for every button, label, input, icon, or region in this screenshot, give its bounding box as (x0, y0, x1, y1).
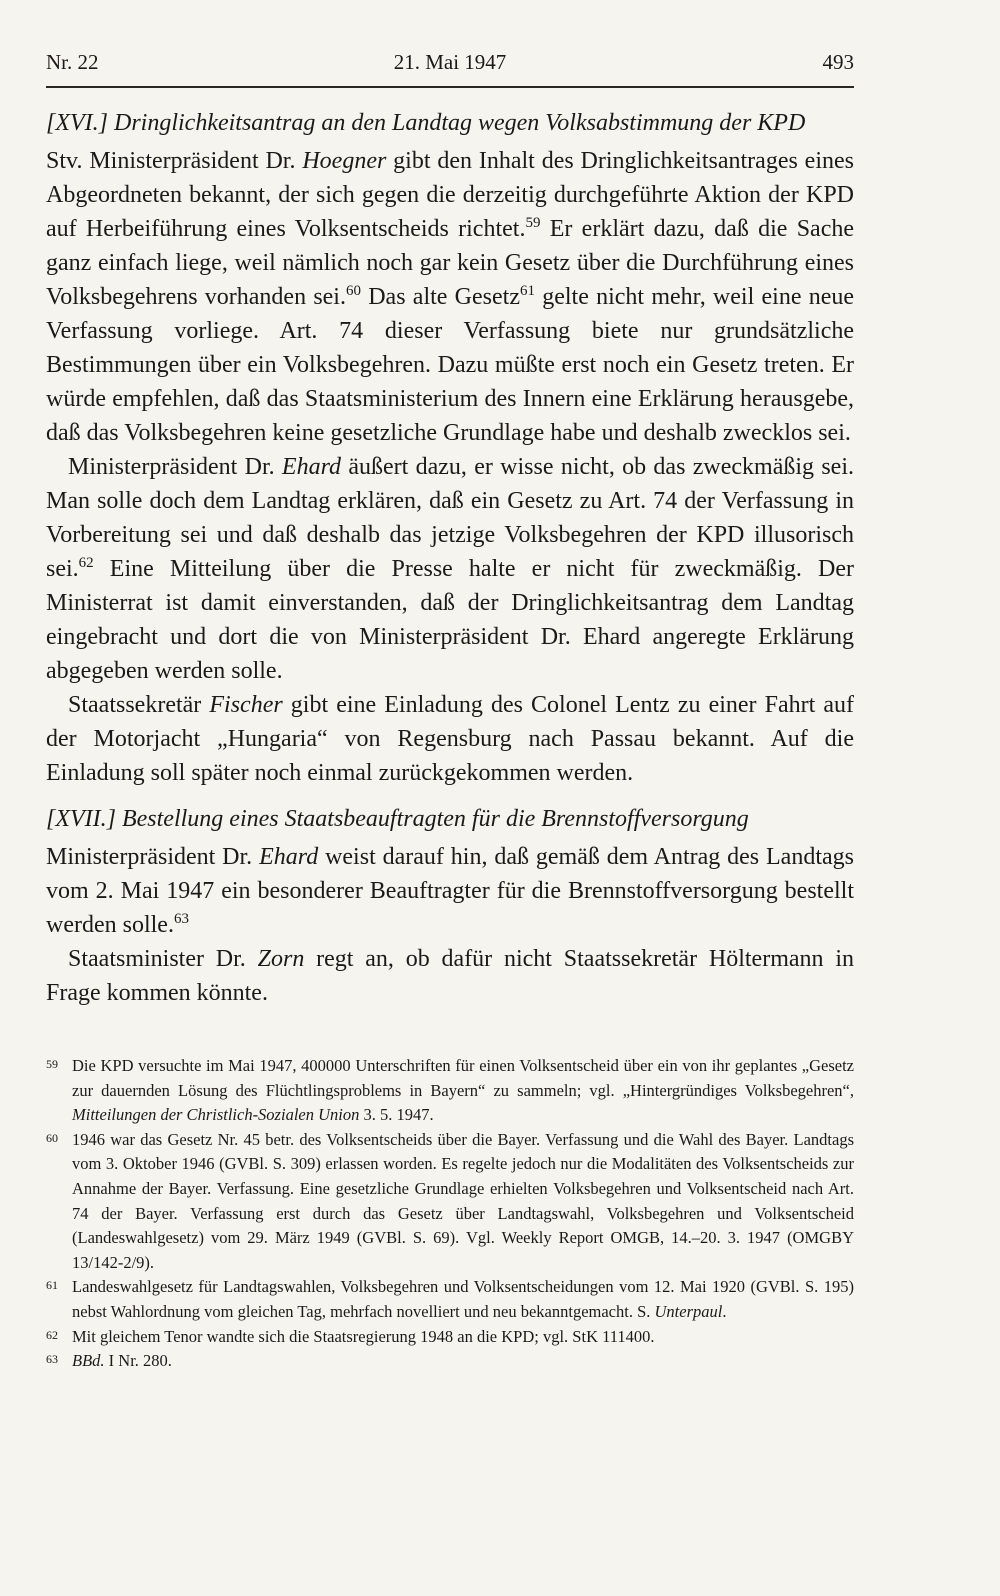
person-name: Ehard (281, 454, 342, 480)
person-name: Ehard (259, 844, 319, 870)
header-date: 21. Mai 1947 (393, 50, 507, 74)
footnote: 59 Die KPD versuchte im Mai 1947, 400000 Unterschriften für einen Volksentscheid über ein von ihr geplantes „Gesetz zur dauernden Lösung des Flüchtlingsproblems in Bayern“ zu sammeln; vgl. „Hintergründiges Volksbegehren“, Mitteilungen der Christlich-Sozialen Union 3. 5. 1947. (46, 1056, 854, 1125)
paragraph: Stv. Ministerpräsident Dr. Hoegner gibt den Inhalt des Dringlichkeitsantrages eines Abgeordneten bekannt, der sich gegen die derzeitig durchgeführte Aktion der KPD auf Herbeiführung eines Volksentscheids richtet.$^{59}$ Er erklärt dazu, daß die Sache ganz einfach liege, weil nämlich noch gar kein Gesetz über die Durchführung eines Volksbegehrens vorhanden sei.$^{60}$ Das alte Gesetz$^{61}$ gelte nicht mehr, weil eine neue Verfassung vorliege. Art. 74 dieser Verfassung biete nur grundsätzliche Bestimmungen über ein Volksbegehren. Dazu müßte erst noch ein Gesetz treten. Er würde empfehlen, daß das Staatsministerium des Innern eine Erklärung herausgebe, daß das Volksbegehren keine gesetzliche Grundlage habe und deshalb zwecklos sei. (46, 148, 855, 446)
section-heading-xvii: [XVII.] Bestellung eines Staatsbeauftragten für die Brennstoffversorgung (46, 806, 749, 832)
person-name: Zorn (257, 946, 305, 972)
footnote: 61 Landeswahlgesetz für Landtagswahlen, Volksbegehren und Volksentscheidungen vom 12. Mai 1920 (GVBl. S. 195) nebst Wahlordnung vom gleichen Tag, mehrfach novelliert und neu bekanntgemacht. S. Unterpaul. (46, 1277, 854, 1321)
header-rule (46, 86, 854, 88)
footnotes (46, 1054, 854, 1374)
paragraph: Ministerpräsident Dr. Ehard äußert dazu, er wisse nicht, ob das zweckmäßig sei. Man solle doch dem Landtag erklären, daß ein Gesetz zu Art. 74 der Verfassung in Vorbereitung sei und daß deshalb das jetzige Volksbegehren der KPD illusorisch sei.$^{62}$ Eine Mitteilung über die Presse halte er nicht für zweckmäßig. Der Ministerrat ist damit einverstanden, daß der Dringlichkeitsantrag dem Landtag eingebracht und dort die von Ministerpräsident Dr. Ehard angeregte Erklärung abgegeben werden solle. (46, 454, 854, 684)
footnote-number: 62 (46, 1327, 58, 1342)
footnote-ref: 61 (519, 283, 535, 299)
person-name: Fischer (209, 692, 283, 718)
footnote: 60 1946 war das Gesetz Nr. 45 betr. des Volksentscheids über die Bayer. Verfassung und die Wahl des Bayer. Landtags vom 3. Oktober 1946 (GVBl. S. 309) erlassen worden. Es regelte jedoch nur die Modalitäten des Volksentscheids zur Annahme der Bayer. Verfassung. Eine gesetzliche Grundlage erhielten Volksbegehren und Volksentscheid nach Art. 74 der Bayer. Verfassung erst durch das Gesetz über Landtagswahl, Volksbegehren und Volksentscheid (Landeswahlgesetz) vom 29. März 1949 (GVBl. S. 69). Vgl. Weekly Report OMGB, 14.–20. 3. 1947 (OMGBY 13/142-2/9). (46, 1129, 854, 1272)
footnote-number: 59 (46, 1057, 58, 1071)
person-name: Hoegner (302, 148, 387, 174)
footnote: 63 BBd. I Nr. 280. (46, 1351, 172, 1371)
paragraph: Ministerpräsident Dr. Ehard weist darauf hin, daß gemäß dem Antrag des Landtags vom 2. Mai 1947 ein besonderer Beauftragter für die Brennstoffversorgung bestellt werden solle.$^{63}$ (46, 844, 854, 938)
main-text (46, 106, 854, 1010)
footnote-number: 63 (46, 1352, 58, 1367)
running-header (46, 44, 854, 78)
footnote-ref: 59 (525, 215, 541, 231)
page-number: 493 (822, 50, 854, 74)
footnote-ref: 62 (78, 555, 94, 571)
paragraph: Staatsminister Dr. Zorn regt an, ob dafür nicht Staatssekretär Höltermann in Frage kommen könnte. (46, 946, 855, 1006)
footnote-number: 60 (46, 1130, 58, 1145)
paragraph: Staatssekretär Fischer gibt eine Einladung des Colonel Lentz zu einer Fahrt auf der Motorjacht „Hungaria“ von Regensburg nach Passau bekannt. Auf die Einladung soll später noch einmal zurückgekommen werden. (46, 692, 855, 786)
footnote-ref: 60 (345, 283, 361, 299)
footnote-number: 61 (46, 1278, 58, 1293)
section-heading-xvi: [XVI.] Dringlichkeitsantrag an den Landtag wegen Volksabstimmung der KPD (46, 110, 806, 136)
footnote: 62 Mit gleichem Tenor wandte sich die Staatsregierung 1948 an die KPD; vgl. StK 111400. (46, 1326, 655, 1346)
footnote-ref: 63 (173, 911, 189, 927)
issue-number: Nr. 22 (46, 50, 99, 74)
